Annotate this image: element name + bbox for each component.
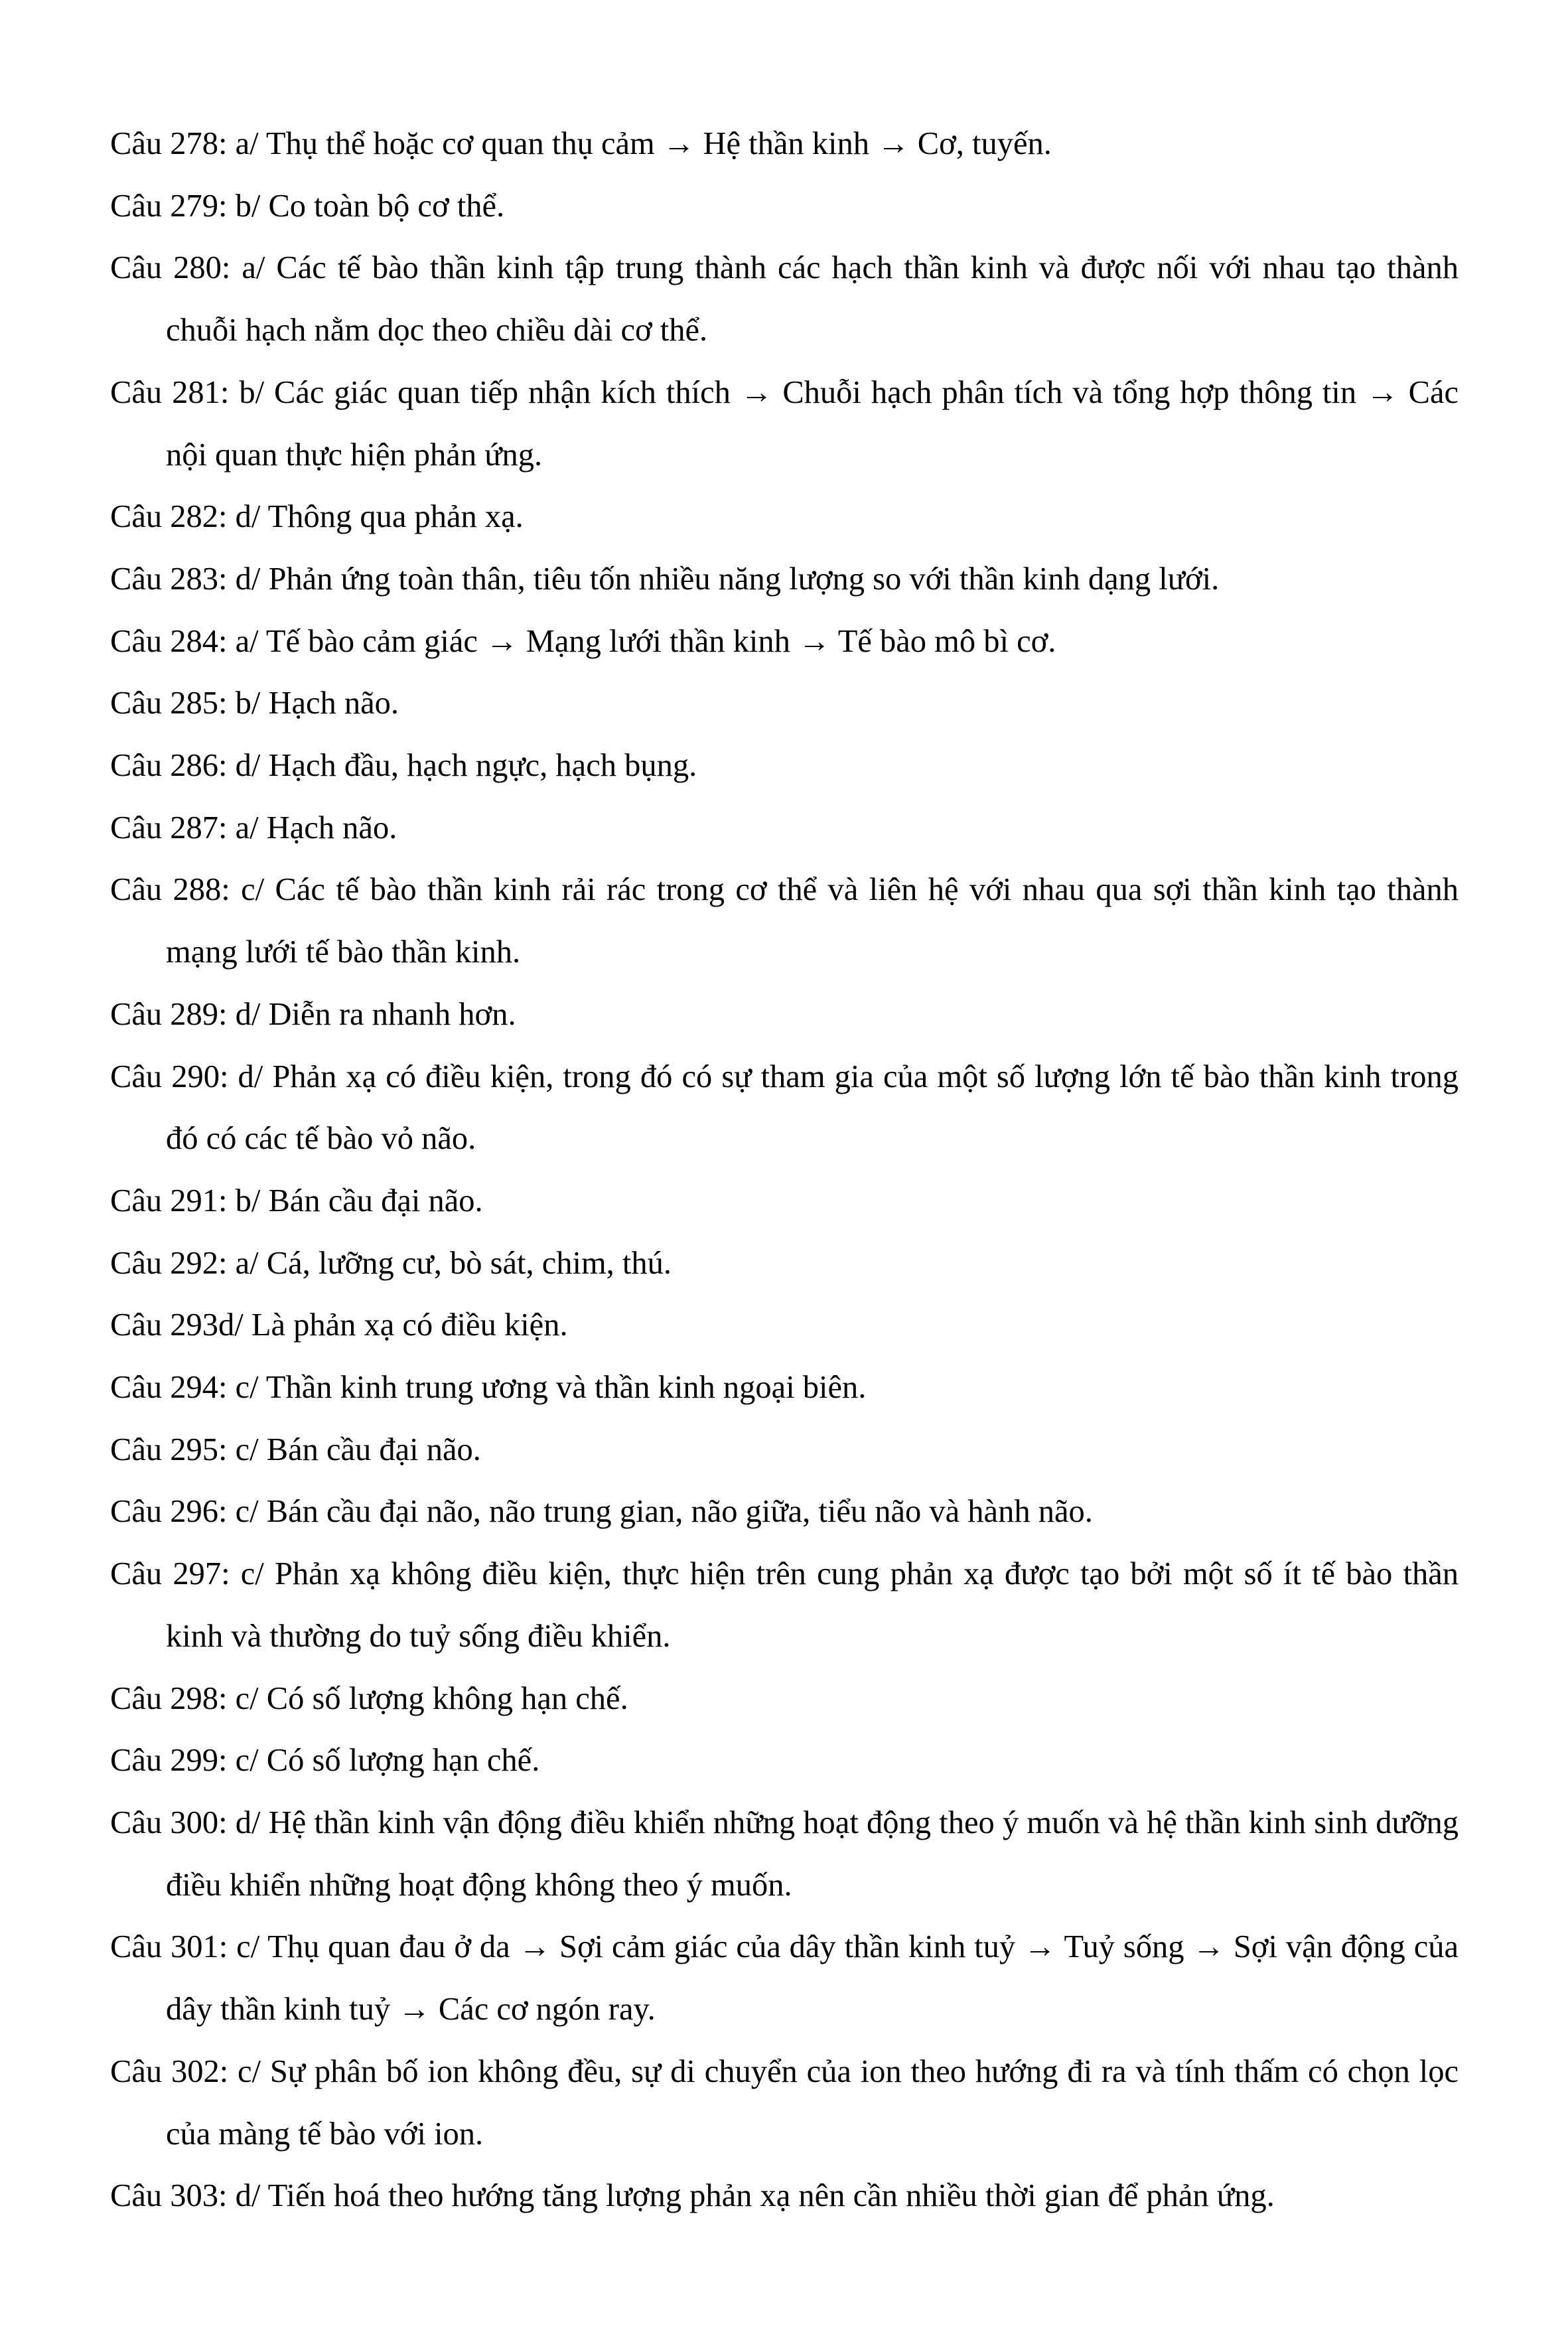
answer-298: Câu 298: c/ Có số lượng không hạn chế. [110,1680,628,1716]
answer-document [110,113,1459,2227]
answer-296: Câu 296: c/ Bán cầu đại não, não trung gian, não giữa, tiểu não và hành não. [110,1494,1093,1530]
answer-284: Câu 284: a/ Tế bào cảm giác → Mạng lưới thần kinh → Tế bào mô bì cơ. [110,623,1056,659]
answer-286: Câu 286: d/ Hạch đầu, hạch ngực, hạch bụng. [110,748,697,784]
answer-287: Câu 287: a/ Hạch não. [110,810,397,845]
answer-288: Câu 288: c/ Các tế bào thần kinh rải rác trong cơ thể và liên hệ với nhau qua sợi thần kinh tạo thành mạng lưới tế bào thần kinh. [110,872,1459,970]
answer-297: Câu 297: c/ Phản xạ không điều kiện, thực hiện trên cung phản xạ được tạo bởi một số ít tế bào thần kinh và thường do tuỷ sống điều khiển. [110,1556,1459,1654]
answer-300: Câu 300: d/ Hệ thần kinh vận động điều khiển những hoạt động theo ý muốn và hệ thần kinh sinh dưỡng điều khiển những hoạt động không theo ý muốn. [110,1804,1459,1903]
answer-294: Câu 294: c/ Thần kinh trung ương và thần kinh ngoại biên. [110,1370,867,1406]
answer-303: Câu 303: d/ Tiến hoá theo hướng tăng lượng phản xạ nên cần nhiều thời gian để phản ứng. [110,2178,1275,2214]
answer-285: Câu 285: b/ Hạch não. [110,686,399,721]
answer-291: Câu 291: b/ Bán cầu đại não. [110,1183,483,1218]
answer-293: Câu 293d/ Là phản xạ có điều kiện. [110,1307,568,1343]
answer-280: Câu 280: a/ Các tế bào thần kinh tập trung thành các hạch thần kinh và được nối với nhau tạo thành chuỗi hạch nằm dọc theo chiều dài cơ thể. [110,250,1459,348]
answer-283: Câu 283: d/ Phản ứng toàn thân, tiêu tốn nhiều năng lượng so với thần kinh dạng lưới. [110,561,1220,597]
answer-281: Câu 281: b/ Các giác quan tiếp nhận kích thích → Chuỗi hạch phân tích và tổng hợp thông tin → Các nội quan thực hiện phản ứng. [110,374,1459,473]
answer-289: Câu 289: d/ Diễn ra nhanh hơn. [110,996,516,1032]
answer-290: Câu 290: d/ Phản xạ có điều kiện, trong đó có sự tham gia của một số lượng lớn tế bào thần kinh trong đó có các tế bào vỏ não. [110,1059,1459,1157]
answer-282: Câu 282: d/ Thông qua phản xạ. [110,499,524,535]
answer-302: Câu 302: c/ Sự phân bố ion không đều, sự di chuyển của ion theo hướng đi ra và tính thấm có chọn lọc của màng tế bào với ion. [110,2053,1459,2152]
answer-279: Câu 279: b/ Co toàn bộ cơ thể. [110,188,505,224]
answer-292: Câu 292: a/ Cá, lưỡng cư, bò sát, chim, thú. [110,1245,672,1281]
answer-301: Câu 301: c/ Thụ quan đau ở da → Sợi cảm giác của dây thần kinh tuỷ → Tuỷ sống → Sợi vận động của dây thần kinh tuỷ → Các cơ ngón ray. [110,1929,1459,2027]
answer-278: Câu 278: a/ Thụ thể hoặc cơ quan thụ cảm → Hệ thần kinh → Cơ, tuyến. [110,126,1052,161]
answer-295: Câu 295: c/ Bán cầu đại não. [110,1432,481,1467]
answer-299: Câu 299: c/ Có số lượng hạn chế. [110,1743,540,1779]
